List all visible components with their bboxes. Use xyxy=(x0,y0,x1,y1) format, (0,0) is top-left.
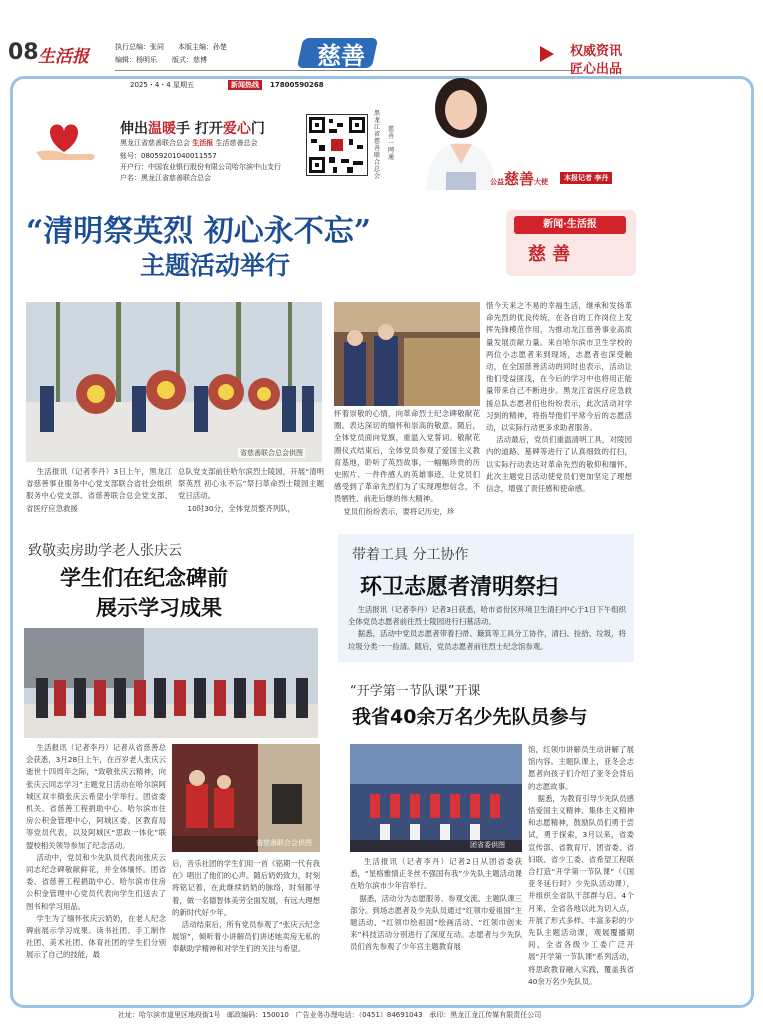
designer: 版式：慈博 xyxy=(172,56,207,64)
story4-photo-classroom xyxy=(350,744,522,852)
story2-headline-1: 学生们在纪念碑前 xyxy=(60,566,228,590)
story4-photo-caption: 团省委供图 xyxy=(470,841,505,849)
footer-address: 社址：哈尔滨市道里区地段街1号 xyxy=(118,1011,221,1019)
banner-org-name: 黑龙江省慈善联合总会 xyxy=(120,139,190,147)
footer-printer: 承印：黑龙江龙江传媒有限责任公司 xyxy=(429,1011,542,1019)
lead-photo-wreaths xyxy=(26,302,322,462)
page-number: 08 xyxy=(8,40,39,65)
story2-photo-group xyxy=(24,628,318,738)
banner-title-warm: 温暖 xyxy=(148,121,176,137)
slogan-1: 权威资讯 xyxy=(570,44,623,59)
story4-headline: 我省40余万名少先队员参与 xyxy=(352,706,588,728)
story3-kicker: 带着工具 分工协作 xyxy=(352,547,469,563)
lead-photo-exhibit xyxy=(334,302,480,406)
banner-account: 账号：08059201040011557 xyxy=(120,152,217,160)
story2-col-2: 后，音乐社团的学生们用一首《铭期一代有我在》唱出了他们的心声。随后奶奶致力，时刻将铭记着，在此继续奶奶的脉络，时刻都寻着，做一名德智体美劳全面发展，有远大理想的新时代好少年。 活动结束后，所有党员参观了“张庆云纪念展馆”，倾听着小讲解员们讲述她卖房无私的奉献助学精神和对学生们的关注与希望。 xyxy=(172,859,320,954)
section-badge xyxy=(506,210,636,276)
banner-account-name: 户名：黑龙江省慈善联合总会 xyxy=(120,174,211,182)
lead-headline-2: 主题活动举行 xyxy=(140,251,291,280)
story2-photo-students xyxy=(172,744,320,852)
banner-bank: 开户行：中国农业银行股份有限公司哈尔滨中山支行 xyxy=(120,163,281,171)
story3-headline: 环卫志愿者清明祭扫 xyxy=(360,575,559,600)
banner-org-suffix: 生活慈善总会 xyxy=(215,139,258,147)
banner-title-love: 爱心 xyxy=(222,121,251,137)
banner-org xyxy=(120,138,257,148)
heart-hand-icon xyxy=(32,118,102,162)
section-title: 慈善 xyxy=(317,41,365,70)
issue-date: 2025・4・4 星期五 xyxy=(130,81,194,89)
slogan-arrow-icon xyxy=(540,46,554,62)
ambassador-tag-suffix: 大使 xyxy=(534,178,549,186)
banner-title-part1: 伸出 xyxy=(120,121,148,137)
story2-col-1: 生活报讯（记者李丹）记者从省慈善总会获悉，3月28日上午，在百岁老人张庆云逝世十四周年之际，“致敬张庆云精神，向张庆云同志学习”主题党日活动在哈尔滨阿城区双丰镇张庆云希望小学举行。团省委机关、省慈善工程捐助中心、哈尔滨市住房公积金管理中心，阿城区委、区教育局等党员代表，以及阿城区“思政一体化”联盟校相关领导参加了纪念活动。 活动中，党员和少先队员代表向张庆云同志纪念碑敬献鲜花，并全体缅怀。团省委、省慈善工程捐助中心、哈尔滨市住房公积金管理中心党员代表向学生们送去了图书和学习用品。 学生为了缅怀张庆云奶奶，在老人纪念碑前展示学习成果。读书社团、手工制作社团、美术社团、体育社团的学生们分别展示了自己的技能，最 xyxy=(26,743,166,960)
banner-title-part3: 门 xyxy=(250,121,265,137)
paper-logo: 生活报 xyxy=(38,47,89,67)
lead-col-1: 生活报讯（记者李丹）3日上午，黑龙江省慈善事业服务中心党支部联合省社会组织服务中心党支部、省慈善联合总会党支部、省医疗应急救援 xyxy=(26,467,172,513)
ambassador-tag xyxy=(490,168,548,189)
qr-caption-2: 慈善一网通 xyxy=(388,126,395,161)
badge-section: 慈 善 xyxy=(528,244,571,265)
badge-brand: 新闻·生活报 xyxy=(514,216,626,234)
footer-zip: 邮政编码：150010 xyxy=(227,1011,289,1019)
story2-photo-caption: 省慈善联合会供图 xyxy=(256,839,312,847)
page-header xyxy=(0,0,763,77)
story4-kicker: “开学第一节队课”开课 xyxy=(350,684,481,699)
editor-chief: 执行总编：张同 xyxy=(115,43,164,51)
reporter-name: 本报记者 李丹 xyxy=(560,172,612,184)
ambassador-tag-big: 慈善 xyxy=(504,170,535,188)
page-footer xyxy=(118,1010,541,1020)
lead-photo-caption: 省慈善联合总会供图 xyxy=(240,449,303,457)
hotline-number: 17800590268 xyxy=(270,81,324,89)
story4-col-2: 馆，红领巾讲解员生动讲解了展馆内容。主题队课上，亚冬会志愿者向孩子们介绍了亚冬会背后的志愿故事。 据悉，为教育引导少先队员感悟爱国主义精神、集体主义精神和志愿精神，鼓励队员们勇于尝试，勇于探索，3月以来，省委宣传部、省教育厅、团省委、省妇联、省少工委、省希望工程联合打造“开学第一节队课”（《国亚冬延行时》少先队活动课），并组织全省队干部群与启。4个月来，全省各地以此为切入点，开展了形式多样、丰富多彩的少先队主题活动课，观展覆播期间，全省各级少工委广泛开展“开学第一节队课”系列活动，将思政教育融入实践，覆盖我省40余万名少先队员。 xyxy=(528,745,634,986)
lead-headline-1: “清明祭英烈 初心永不忘” xyxy=(26,214,371,249)
header-rule xyxy=(115,70,575,71)
ambassador-tag-prefix: 公益 xyxy=(490,178,504,186)
story4-col-1: 生活报讯（记者李丹）记者2日从团省委获悉，“星格雅情正冬丝不强国有我”少先队主题活动课在哈尔滨市少年宫举行。 据悉，活动分为志愿服务、参观交流、主题队课三部分。到场志愿者及少先队员通过“红领巾爱祖国”主题活动、“红领巾绘祖国”绘画活动、“红领巾创未来”科技活动分别进行了深度互动。志愿者与少先队员们首先参观了少年宫主题教育展 xyxy=(350,857,522,952)
footer-ad: 广告业务办理电话：（0451）84691043 xyxy=(295,1011,423,1019)
lead-col-3: 怀着崇敬的心情，向革命烈士纪念碑敬献花圈。表达深切的缅怀和崇高的敬意。随后，全体党员面向党旗，重温入党誓词。敬献花圈仪式结束后，全体党员参观了爱国主义教育基地，聆听了英烈故事。一幅幅珍贵的历史照片、一件件感人的英雄事迹，让党员们感受到了革命先烈们为了实现理想信念，不畏牺牲、前赴后继的伟大精神。 党员们纷纷表示，要将记历史，珍 xyxy=(334,409,480,516)
donation-qr-code[interactable] xyxy=(306,114,368,176)
editor: 编辑：杨明乐 xyxy=(115,56,157,64)
banner-org-paper: 生活报 xyxy=(192,139,214,147)
banner-title xyxy=(120,118,265,138)
story2-headline-2: 展示学习成果 xyxy=(96,596,222,620)
lead-col-2: 总队党支部前往哈尔滨烈士陵园，开展“清明祭英烈 初心永不忘”祭扫革命烈士陵园主题党日活动。 10时30分，全体党员整齐列队， xyxy=(178,467,324,513)
lead-col-4: 惜今天来之不易的幸福生活，继承和发扬革命先烈的优良传统，在各自的工作岗位上发挥先锋模范作用，为推动龙江慈善事业高质量发展贡献力量。来自哈尔滨市卫生学校的两位小志愿者来到现场，志愿者也深受触动，在全国慈善活动的同时也表示，活动让他们受益匪浅，在今后的学习中也将用正能量带来自己不断进步。黑龙江省医疗应急救援总队志愿者们也纷纷表示，此次活动对学习到的精神，将指导他们平常今后的志愿活动，以实际行动更多求助者服务。 活动最后，党员们重温清明工具，对陵园内的道路、墓碑等进行了认真细致的打扫，以实际行动表达对革命先烈的敬仰和缅怀。此次主题党日活动使党员们更加坚定了理想信念，增强了责任感和使命感。 xyxy=(486,301,632,494)
story3-body: 生活报讯（记者李丹）记者3日获悉，哈市省份区环境卫生清扫中心于1日下午组织全体党员志愿者前往烈士陵园进行扫墓活动。 据悉，活动中党员志愿者带着扫帚、簸箕等工具分工协作，清扫、捡拾、垃圾，将垃圾分类一一捡清。随后，党员志愿者前往烈士纪念馆参观。 xyxy=(348,605,626,651)
slogan-2: 匠心出品 xyxy=(570,62,623,77)
hotline-label: 新闻热线 xyxy=(228,80,262,90)
donation-banner xyxy=(24,92,624,194)
banner-title-part2: 手 打开 xyxy=(176,121,223,137)
story2-kicker: 致敬卖房助学老人张庆云 xyxy=(28,543,182,559)
qr-caption: 黑龙江省慈善联合总会 xyxy=(374,110,381,180)
editor-page: 本版主编：孙楚 xyxy=(178,43,227,51)
